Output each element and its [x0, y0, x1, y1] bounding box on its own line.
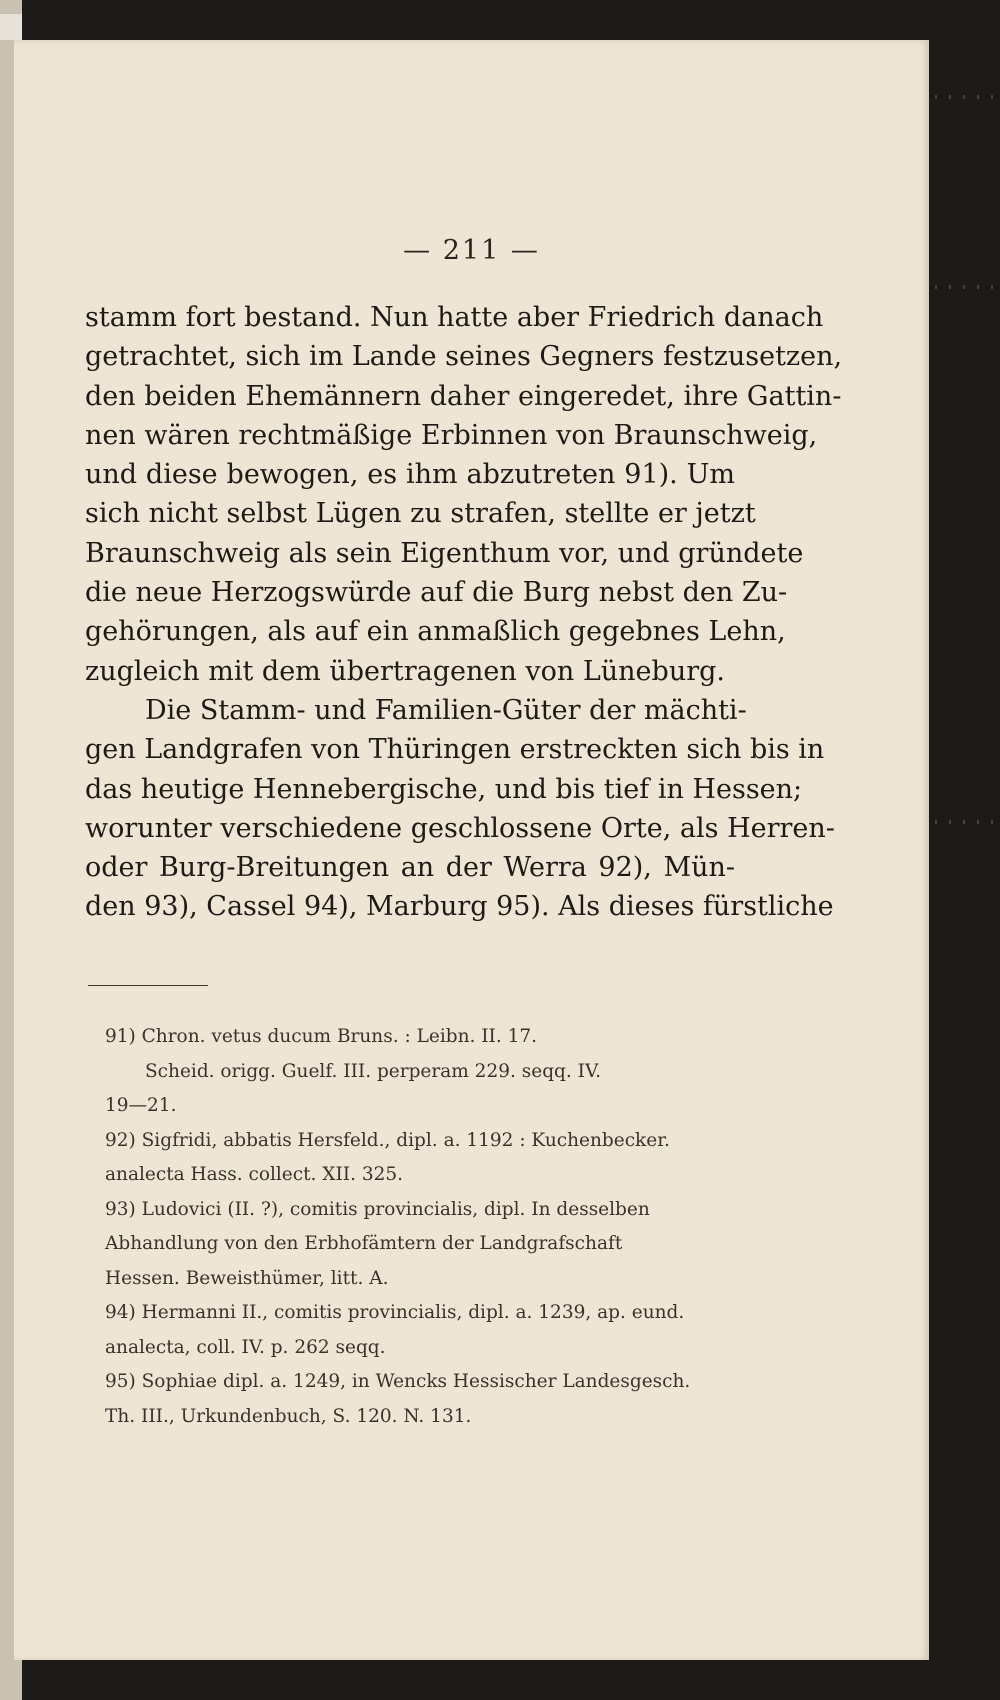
body-line: den beiden Ehemännern daher eingeredet, ihre Gattin-: [85, 380, 842, 412]
page-number: — 211 —: [403, 235, 540, 266]
footnote-93: 93) Ludovici (II. ?), comitis provincialis, dipl. In desselben: [105, 1198, 650, 1220]
body-line: den 93), Cassel 94), Marburg 95). Als dieses fürstliche: [85, 891, 834, 923]
body-line: worunter verschiedene geschlossene Orte, als Herren-: [85, 812, 835, 844]
body-line: nen wären rechtmäßige Erbinnen von Braunschweig,: [85, 419, 818, 451]
footnote-92-continuation: analecta Hass. collect. XII. 325.: [105, 1164, 404, 1185]
edge-notch: [0, 14, 22, 40]
body-line: zugleich mit dem übertragenen von Lüneburg.: [85, 655, 725, 687]
body-line: die neue Herzogswürde auf die Burg nebst den Zu-: [85, 577, 788, 609]
background-dots: [935, 285, 995, 289]
background-dots: [935, 820, 995, 824]
footnote-95: 95) Sophiae dipl. a. 1249, in Wencks Hessischer Landesgesch.: [105, 1371, 691, 1392]
footnote-94: 94) Hermanni II., comitis provincialis, dipl. a. 1239, ap. eund.: [105, 1302, 685, 1323]
body-line: und diese bewogen, es ihm abzutreten 91). Um: [85, 459, 735, 491]
body-line: oder Burg-Breitungen an der Werra 92), Mün-: [85, 852, 735, 884]
body-line: sich nicht selbst Lügen zu strafen, stellte er jetzt: [85, 498, 756, 530]
footnote-93-continuation: Hessen. Beweisthümer, litt. A.: [105, 1267, 389, 1289]
footnote-91-continuation: Scheid. origg. Guelf. III. perperam 229. seqq. IV.: [145, 1060, 601, 1082]
footnote-95-continuation: Th. III., Urkundenbuch, S. 120. N. 131.: [105, 1405, 472, 1427]
footnote-92: 92) Sigfridi, abbatis Hersfeld., dipl. a. 1192 : Kuchenbecker.: [105, 1129, 670, 1151]
body-line: Braunschweig als sein Eigenthum vor, und gründete: [85, 537, 804, 569]
footnote-91-continuation: 19—21.: [105, 1095, 177, 1116]
footnote-93-continuation: Abhandlung von den Erbhofämtern der Landgrafschaft: [105, 1233, 623, 1254]
footnote-91: 91) Chron. vetus ducum Bruns. : Leibn. II. 17.: [105, 1026, 538, 1047]
background-dots: [935, 95, 995, 99]
body-line: getrachtet, sich im Lande seines Gegners festzusetzen,: [85, 341, 843, 373]
body-text: [85, 298, 843, 927]
footnotes: [105, 1020, 755, 1434]
body-line: das heutige Hennebergische, und bis tief in Hessen;: [85, 773, 803, 805]
body-line: stamm fort bestand. Nun hatte aber Friedrich danach: [85, 302, 824, 333]
body-line: Die Stamm- und Familien-Güter der mächti-: [145, 694, 747, 726]
footnote-94-continuation: analecta, coll. IV. p. 262 seqq.: [105, 1336, 386, 1358]
footnote-divider: [88, 985, 208, 986]
body-line: gehörungen, als auf ein anmaßlich gegebnes Lehn,: [85, 616, 786, 648]
body-line: gen Landgrafen von Thüringen erstreckten sich bis in: [85, 734, 825, 766]
